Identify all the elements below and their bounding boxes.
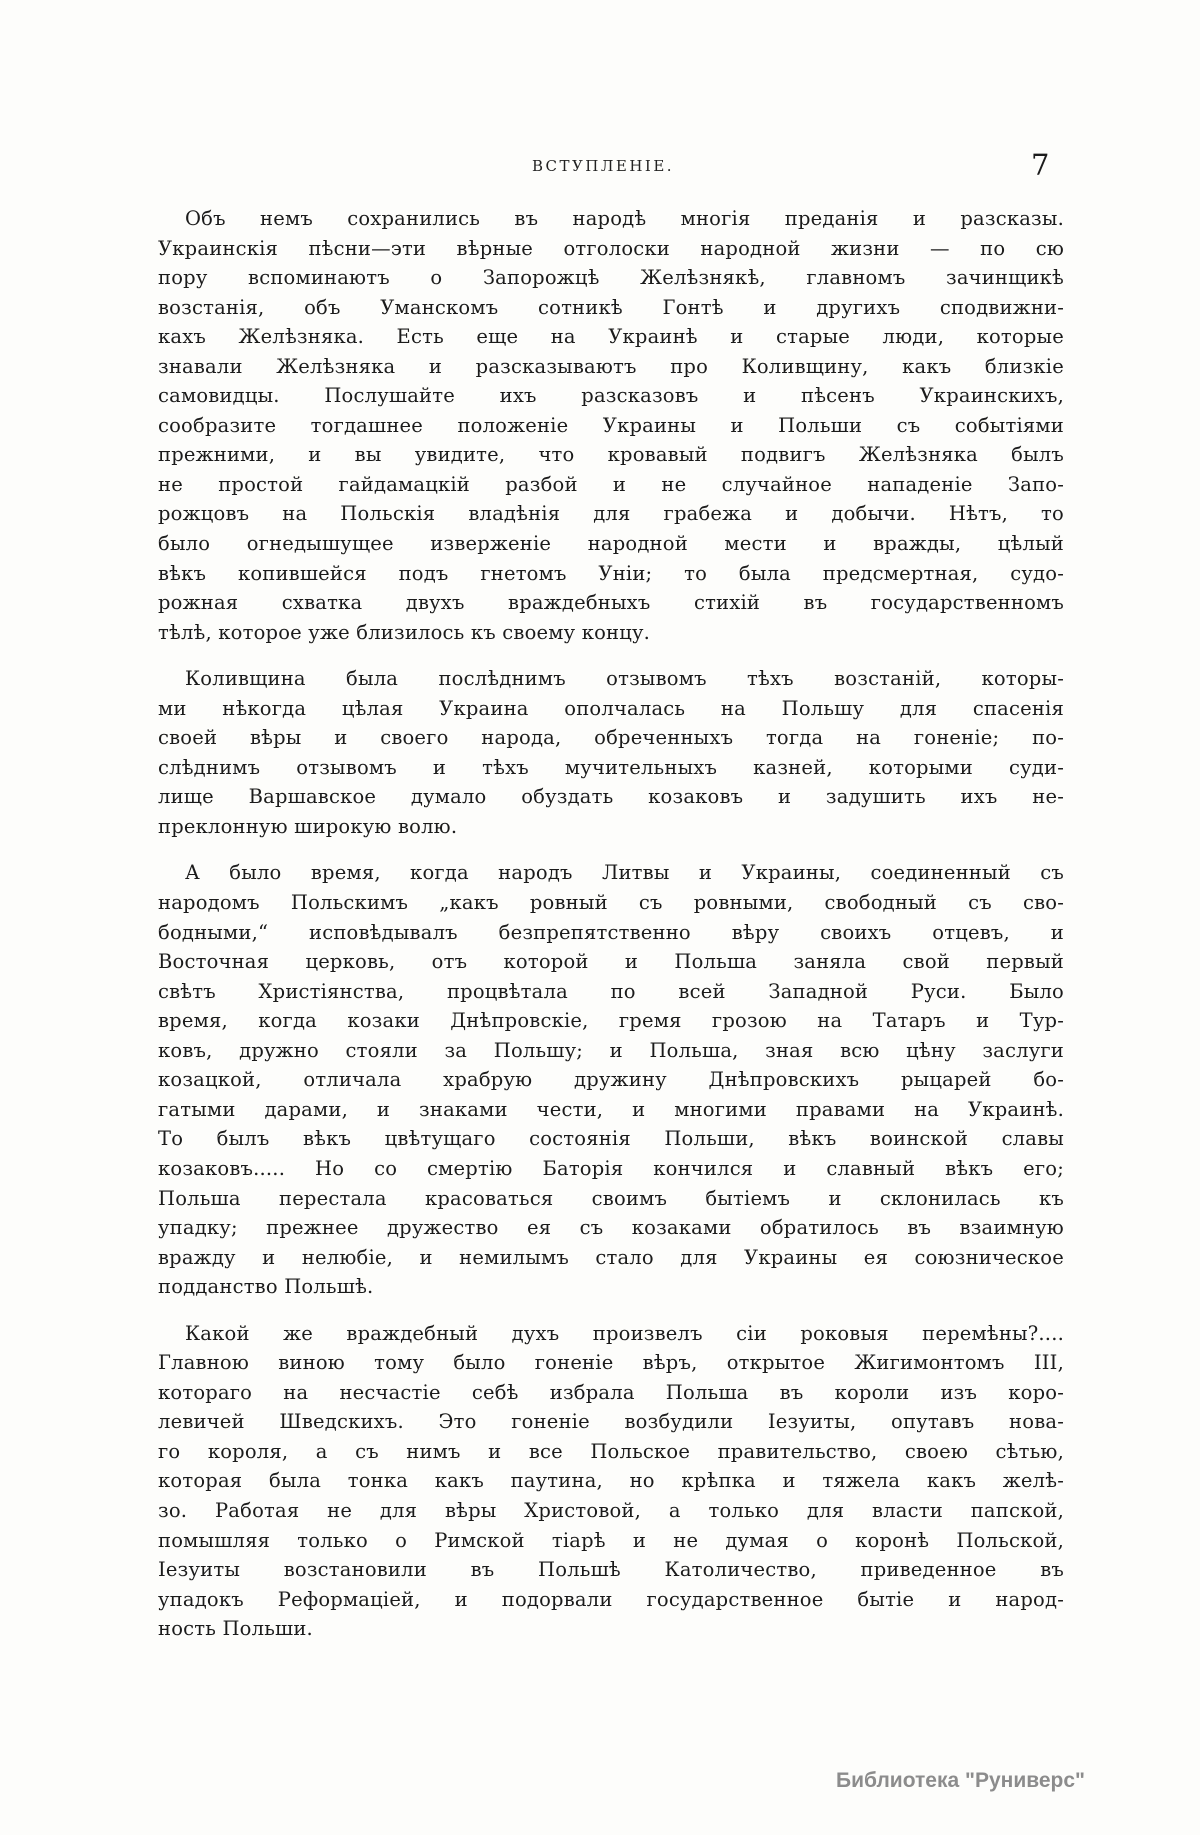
text-line: возстанія, объ Уманскомъ сотникѣ Гонтѣ и другихъ сподвижни- <box>158 295 1064 319</box>
text-line: рожная схватка двухъ враждебныхъ стихій въ государственномъ <box>158 591 1064 615</box>
text-line: А было время, когда народъ Литвы и Украины, соединенный съ <box>185 861 1064 885</box>
text-line: козацкой, отличала храбрую дружину Днѣпровскихъ рыцарей бо- <box>158 1068 1064 1092</box>
text-line: лище Варшавское думало обуздать козаковъ и задушить ихъ не- <box>158 785 1064 809</box>
text-line: го короля, а съ нимъ и все Польское правительство, своею сѣтью, <box>158 1439 1064 1463</box>
text-line: ность Польши. <box>158 1617 313 1641</box>
text-line: свѣтъ Христіянства, процвѣтала по всей Западной Руси. Было <box>158 979 1064 1003</box>
text-line: То былъ вѣкъ цвѣтущаго состоянія Польши, вѣкъ воинской славы <box>158 1127 1064 1151</box>
text-line: преклонную широкую волю. <box>158 814 458 838</box>
text-line: зо. Работая не для вѣры Христовой, а только для власти папской, <box>158 1498 1064 1522</box>
text-line: Какой же враждебный духъ произвелъ сіи роковыя перемѣны?.... <box>185 1321 1064 1345</box>
body-text <box>158 204 1064 1644</box>
text-line: кахъ Желѣзняка. Есть еще на Украинѣ и старые люди, которые <box>158 325 1064 349</box>
text-line: вражду и нелюбіе, и немилымъ стало для Украины ея союзническое <box>158 1245 1064 1269</box>
text-line: подданство Польшѣ. <box>158 1275 374 1299</box>
text-line: которая была тонка какъ паутина, но крѣпка и тяжела какъ желѣ- <box>158 1469 1064 1493</box>
paragraph <box>158 1319 1064 1644</box>
text-line: тѣлѣ, которое уже близилось къ своему концу. <box>158 620 651 644</box>
text-line: время, когда козаки Днѣпровскіе, гремя грозою на Татаръ и Тур- <box>158 1009 1064 1033</box>
text-line: своей вѣры и своего народа, обреченныхъ тогда на гоненіе; по- <box>158 726 1064 750</box>
text-line: ковъ, дружно стояли за Польшу; и Польша, зная всю цѣну заслуги <box>158 1038 1064 1062</box>
text-line: Украинскія пѣсни—эти вѣрные отголоски народной жизни — по сю <box>158 236 1064 260</box>
text-line: рожцовъ на Польскія владѣнія для грабежа и добычи. Нѣтъ, то <box>158 502 1064 526</box>
paragraph <box>158 204 1064 647</box>
text-line: Главною виною тому было гоненіе вѣръ, открытое Жигимонтомъ III, <box>158 1351 1064 1375</box>
text-line: котораго на несчастіе себѣ избрала Польша въ короли изъ коро- <box>158 1380 1064 1404</box>
text-line: упадокъ Реформаціей, и подорвали государственное бытіе и народ- <box>158 1587 1064 1611</box>
watermark-runivers: Библиотека "Руниверс" <box>836 1769 1086 1792</box>
text-line: слѣднимъ отзывомъ и тѣхъ мучительныхъ казней, которыми суди- <box>158 755 1064 779</box>
text-line: левичей Шведскихъ. Это гоненіе возбудили Іезуиты, опутавъ нова- <box>158 1410 1064 1434</box>
running-head: ВСТУПЛЕНІЕ. <box>531 157 675 175</box>
text-line: Польша перестала красоваться своимъ бытіемъ и склонилась къ <box>158 1186 1064 1210</box>
text-line: прежними, и вы увидите, что кровавый подвигъ Желѣзняка былъ <box>158 443 1064 467</box>
text-line: было огнедышущее изверженіе народной мести и вражды, цѣлый <box>158 532 1064 556</box>
text-line: Іезуиты возстановили въ Польшѣ Католичество, приведенное въ <box>158 1558 1064 1582</box>
text-line: бодными,“ исповѣдывалъ безпрепятственно вѣру своихъ отцевъ, и <box>158 920 1064 944</box>
text-line: самовидцы. Послушайте ихъ разсказовъ и пѣсенъ Украинскихъ, <box>158 384 1064 408</box>
text-line: Восточная церковь, отъ которой и Польша заняла свой первый <box>158 950 1064 974</box>
text-line: вѣкъ копившейся подъ гнетомъ Уніи; то была предсмертная, судо- <box>158 561 1064 585</box>
text-line: упадку; прежнее дружество ея съ козаками обратилось въ взаимную <box>158 1216 1064 1240</box>
page-number: 7 <box>1031 148 1050 182</box>
text-line: знавали Желѣзняка и разсказываютъ про Коливщину, какъ близкіе <box>158 354 1064 378</box>
text-line: народомъ Польскимъ „какъ ровный съ ровными, свободный съ сво- <box>158 891 1064 915</box>
paragraph <box>158 664 1064 841</box>
paragraph <box>158 858 1064 1301</box>
text-line: Коливщина была послѣднимъ отзывомъ тѣхъ возстаній, которы- <box>185 667 1064 691</box>
text-line: козаковъ..... Но со смертію Баторія кончился и славный вѣкъ его; <box>158 1156 1064 1180</box>
text-line: не простой гайдамацкій разбой и не случайное нападеніе Запо- <box>158 472 1064 496</box>
text-line: пору вспоминаютъ о Запорожцѣ Желѣзнякѣ, главномъ зачинщикѣ <box>158 266 1064 290</box>
text-line: гатыми дарами, и знаками чести, и многими правами на Украинѣ. <box>158 1097 1064 1121</box>
text-line: ми нѣкогда цѣлая Украина ополчалась на Польшу для спасенія <box>158 696 1064 720</box>
text-line: помышляя только о Римской тіарѣ и не думая о коронѣ Польской, <box>158 1528 1064 1552</box>
text-line: Объ немъ сохранились въ народѣ многія преданія и разсказы. <box>185 207 1064 230</box>
text-line: сообразите тогдашнее положеніе Украины и Польши съ событіями <box>158 413 1064 437</box>
